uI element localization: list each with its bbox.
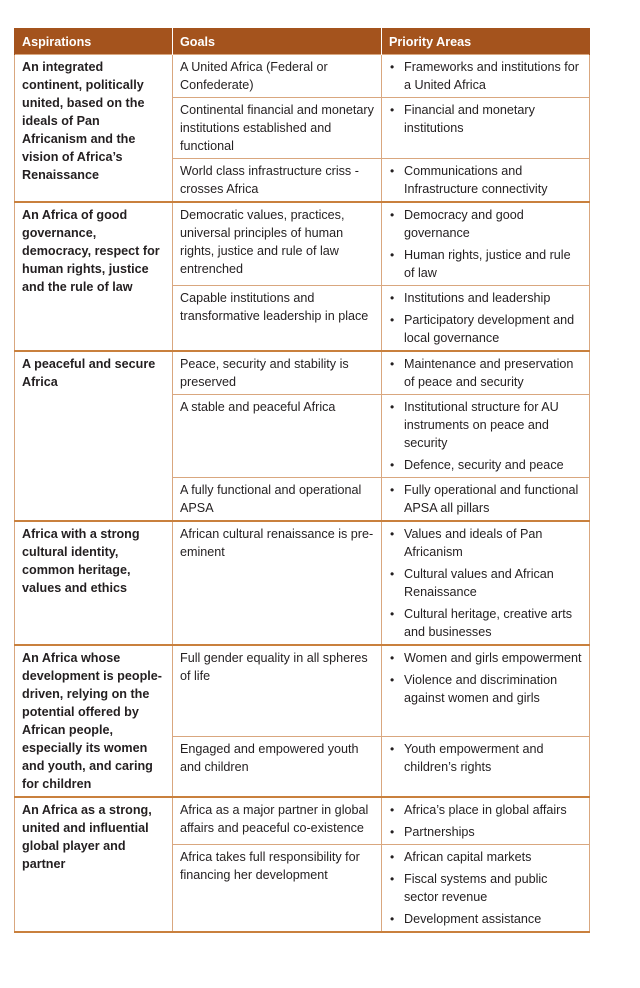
goal-cell: A fully functional and operational APSA — [173, 478, 382, 522]
goal-cell: Continental financial and monetary institutions established and functional — [173, 98, 382, 159]
bullet-icon: • — [390, 208, 395, 222]
aspiration-cell: An Africa of good governance, democracy, respect for human rights, justice and the rule of law — [15, 202, 173, 351]
priority-area-text: Youth empowerment and children’s rights — [404, 741, 544, 774]
header-row — [15, 28, 590, 55]
priority-area-item — [389, 481, 582, 517]
goal-cell: African cultural renaissance is pre-eminent — [173, 521, 382, 645]
priority-area-item — [389, 525, 582, 561]
priority-area-text: Participatory development and local governance — [404, 313, 575, 345]
table-row — [15, 521, 590, 645]
bullet-icon: • — [390, 291, 395, 305]
priority-area-list — [389, 58, 582, 94]
priority-area-item — [389, 649, 582, 667]
priority-area-list — [389, 398, 582, 474]
priority-area-item — [389, 823, 582, 841]
priority-area-text: Development assistance — [404, 912, 542, 926]
goal-cell: A United Africa (Federal or Confederate) — [173, 55, 382, 98]
priority-area-item — [389, 671, 582, 707]
priority-area-list — [389, 649, 582, 707]
priority-area-item — [389, 848, 582, 866]
bullet-icon: • — [390, 313, 395, 327]
priority-area-list — [389, 848, 582, 928]
bullet-icon: • — [390, 483, 395, 497]
priority-area-item — [389, 246, 582, 282]
header-priority-areas: Priority Areas — [382, 28, 590, 55]
priority-areas-cell — [382, 845, 590, 933]
priority-area-item — [389, 605, 582, 641]
priority-area-text: African capital markets — [404, 850, 532, 864]
priority-areas-cell — [382, 159, 590, 203]
aspiration-cell: A peaceful and secure Africa — [15, 351, 173, 521]
priority-areas-cell — [382, 351, 590, 395]
priority-area-text: Africa’s place in global affairs — [404, 803, 567, 817]
bullet-icon: • — [390, 248, 395, 262]
priority-area-text: Human rights, justice and rule of law — [404, 248, 571, 280]
priority-area-text: Values and ideals of Pan Africanism — [404, 527, 543, 559]
priority-area-list — [389, 162, 582, 198]
priority-area-text: Women and girls empowerment — [404, 651, 582, 665]
priority-areas-cell — [382, 478, 590, 522]
goal-cell: Full gender equality in all spheres of life — [173, 645, 382, 736]
priority-areas-cell — [382, 797, 590, 845]
table-header — [15, 28, 590, 55]
goal-cell: Democratic values, practices, universal principles of human rights, justice and rule of law entrenched — [173, 202, 382, 286]
priority-area-item — [389, 311, 582, 347]
bullet-icon: • — [390, 357, 395, 371]
header-goals: Goals — [173, 28, 382, 55]
priority-area-item — [389, 398, 582, 452]
priority-area-list — [389, 101, 582, 137]
bullet-icon: • — [390, 567, 395, 581]
priority-area-text: Frameworks and institutions for a United Africa — [404, 60, 579, 92]
bullet-icon: • — [390, 103, 395, 117]
priority-areas-cell — [382, 736, 590, 797]
priority-area-item — [389, 162, 582, 198]
priority-area-item — [389, 740, 582, 776]
aspiration-cell: Africa with a strong cultural identity, common heritage, values and ethics — [15, 521, 173, 645]
bullet-icon: • — [390, 60, 395, 74]
bullet-icon: • — [390, 912, 395, 926]
priority-areas-cell — [382, 98, 590, 159]
bullet-icon: • — [390, 825, 395, 839]
priority-area-list — [389, 206, 582, 282]
priority-area-list — [389, 801, 582, 841]
priority-area-item — [389, 456, 582, 474]
bullet-icon: • — [390, 527, 395, 541]
priority-area-list — [389, 289, 582, 347]
bullet-icon: • — [390, 872, 395, 886]
priority-area-item — [389, 101, 582, 137]
bullet-icon: • — [390, 164, 395, 178]
priority-areas-cell — [382, 645, 590, 736]
priority-area-text: Communications and Infrastructure connectivity — [404, 164, 548, 196]
table-row — [15, 645, 590, 736]
header-aspirations: Aspirations — [15, 28, 173, 55]
goal-cell: Africa takes full responsibility for financing her development — [173, 845, 382, 933]
bullet-icon: • — [390, 458, 395, 472]
priority-area-text: Democracy and good governance — [404, 208, 524, 240]
bullet-icon: • — [390, 673, 395, 687]
aspiration-cell: An Africa whose development is people-driven, relying on the potential offered by African people, especially its women and youth, and caring for children — [15, 645, 173, 797]
priority-area-item — [389, 565, 582, 601]
priority-area-item — [389, 870, 582, 906]
goal-cell: Africa as a major partner in global affairs and peaceful co-existence — [173, 797, 382, 845]
goal-cell: A stable and peaceful Africa — [173, 395, 382, 478]
priority-area-list — [389, 740, 582, 776]
priority-area-list — [389, 525, 582, 641]
priority-areas-cell — [382, 395, 590, 478]
bullet-icon: • — [390, 803, 395, 817]
table-row — [15, 55, 590, 98]
priority-area-item — [389, 355, 582, 391]
bullet-icon: • — [390, 651, 395, 665]
priority-area-text: Cultural values and African Renaissance — [404, 567, 554, 599]
goal-cell: Peace, security and stability is preserved — [173, 351, 382, 395]
bullet-icon: • — [390, 850, 395, 864]
goal-cell: Capable institutions and transformative leadership in place — [173, 286, 382, 352]
priority-area-text: Financial and monetary institutions — [404, 103, 535, 135]
priority-areas-cell — [382, 286, 590, 352]
priority-area-text: Defence, security and peace — [404, 458, 564, 472]
priority-areas-cell — [382, 521, 590, 645]
aspirations-table — [14, 28, 590, 933]
priority-area-list — [389, 481, 582, 517]
bullet-icon: • — [390, 607, 395, 621]
priority-area-item — [389, 910, 582, 928]
table-row — [15, 202, 590, 286]
priority-area-text: Fully operational and functional APSA all pillars — [404, 483, 579, 515]
priority-area-text: Maintenance and preservation of peace and security — [404, 357, 574, 389]
priority-area-text: Violence and discrimination against women and girls — [404, 673, 558, 705]
aspiration-cell: An Africa as a strong, united and influential global player and partner — [15, 797, 173, 932]
goal-cell: World class infrastructure criss - crosses Africa — [173, 159, 382, 203]
goal-cell: Engaged and empowered youth and children — [173, 736, 382, 797]
priority-areas-cell — [382, 55, 590, 98]
priority-area-item — [389, 58, 582, 94]
priority-area-text: Fiscal systems and public sector revenue — [404, 872, 548, 904]
priority-area-text: Institutional structure for AU instruments on peace and security — [404, 400, 559, 450]
table-body — [15, 55, 590, 933]
aspiration-cell: An integrated continent, politically united, based on the ideals of Pan Africanism and the vision of Africa’s Renaissance — [15, 55, 173, 203]
table-row — [15, 351, 590, 395]
priority-area-item — [389, 206, 582, 242]
priority-area-item — [389, 801, 582, 819]
priority-area-text: Institutions and leadership — [404, 291, 551, 305]
priority-area-item — [389, 289, 582, 307]
priority-area-text: Cultural heritage, creative arts and businesses — [404, 607, 572, 639]
priority-area-text: Partnerships — [404, 825, 475, 839]
bullet-icon: • — [390, 741, 395, 756]
bullet-icon: • — [390, 400, 395, 414]
priority-areas-cell — [382, 202, 590, 286]
table-row — [15, 797, 590, 845]
priority-area-list — [389, 355, 582, 391]
